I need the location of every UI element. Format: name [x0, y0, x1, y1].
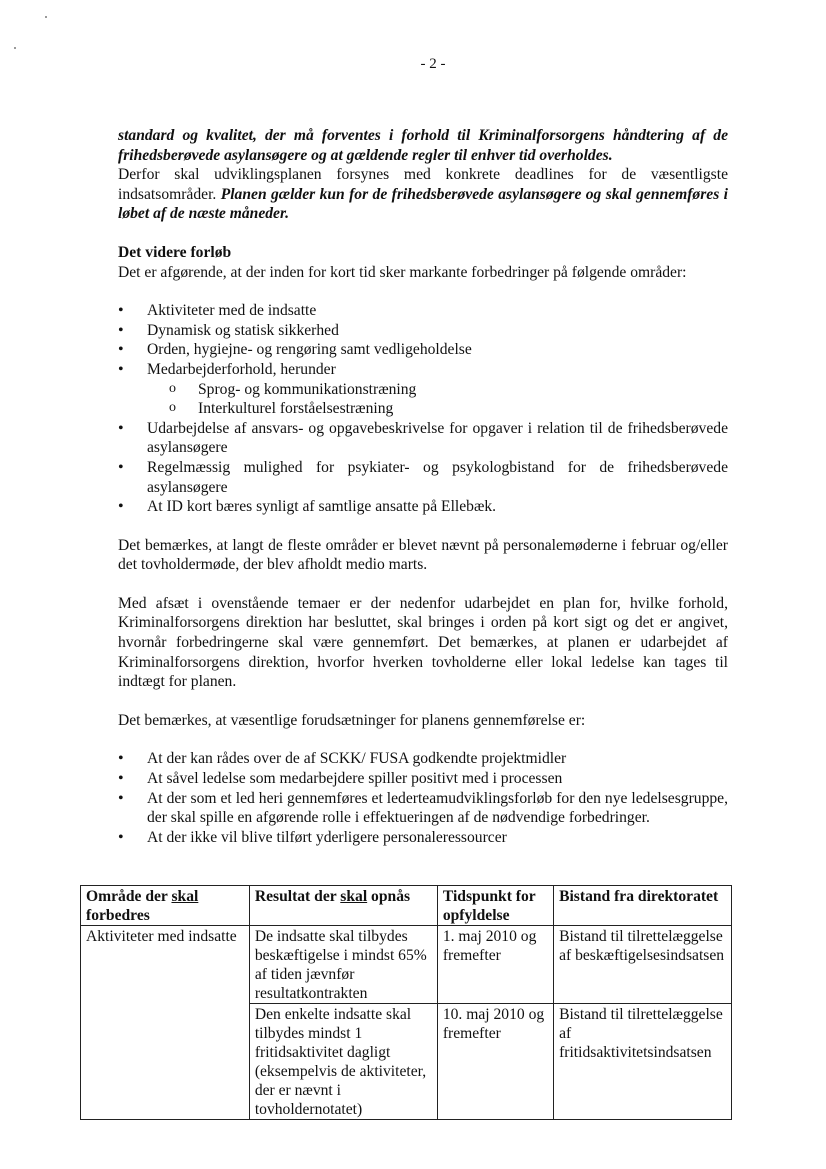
paragraph: Det bemærkes, at langt de fleste områder er blevet nævnt på personalemøderne i februar og/eller det tovholdermøde, der blev afholdt medio marts.: [118, 536, 728, 574]
improvement-areas-list: [118, 301, 728, 517]
header-underlined: skal: [171, 888, 199, 905]
prerequisites-list: [118, 749, 728, 847]
header-text: Område der: [86, 888, 172, 905]
table-row: [81, 926, 732, 1004]
header-text: forbedres: [86, 907, 150, 924]
list-item: • At der kan rådes over de af SCKK/ FUSA godkendte projektmidler: [118, 749, 728, 769]
plan-table: [80, 885, 732, 1120]
header-result: [249, 886, 437, 926]
cell-area: Aktiviteter med indsatte: [81, 926, 250, 1120]
intro-paragraph: [118, 126, 728, 224]
scan-speck: [45, 16, 47, 18]
document-body: [118, 126, 728, 847]
list-item: • Aktiviteter med de indsatte: [118, 301, 728, 321]
list-item: • Dynamisk og statisk sikkerhed: [118, 321, 728, 341]
header-text: opnås: [367, 888, 411, 905]
page-number: - 2 -: [420, 56, 446, 72]
list-item: • At der som et led heri gennemføres et lederteamudviklingsforløb for den nye ledelsesgruppe, der skal spille en afgørende rolle i effektueringen af de nødvendige forbedringer.: [118, 789, 728, 828]
header-underlined: skal: [340, 888, 368, 905]
list-item: • At såvel ledelse som medarbejdere spiller positivt med i processen: [118, 769, 728, 789]
cell-result: Den enkelte indsatte skal tilbydes mindst 1 fritidsaktivitet dagligt (eksempelvis de aktiviteter, der er nævnt i tovholdernotatet): [249, 1004, 437, 1120]
sub-list-item: o Sprog- og kommunikationstræning: [169, 380, 728, 400]
list-item: [118, 360, 728, 419]
list-item: • Orden, hygiejne- og rengøring samt vedligeholdelse: [118, 340, 728, 360]
paragraph: Det bemærkes, at væsentlige forudsætninger for planens gennemførelse er:: [118, 711, 586, 729]
list-item: • At der ikke vil blive tilført yderligere personaleressourcer: [118, 828, 728, 848]
intro-emphasis: standard og kvalitet, der må forventes i forhold til Kriminalforsorgens håndtering af de frihedsberøvede asylansøgere og at gældende regler til enhver tid overholdes.: [118, 127, 728, 164]
header-support: Bistand fra direktoratet: [554, 886, 732, 926]
table-header-row: [81, 886, 732, 926]
list-item: • Regelmæssig mulighed for psykiater- og psykologbistand for de frihedsberøvede asylansøgere: [118, 458, 728, 497]
cell-deadline: 1. maj 2010 og fremefter: [437, 926, 553, 1004]
list-item: • Udarbejdelse af ansvars- og opgavebeskrivelse for opgaver i relation til de frihedsberøvede asylansøgere: [118, 419, 728, 458]
list-item: • At ID kort bæres synligt af samtlige ansatte på Ellebæk.: [118, 497, 728, 517]
section-heading: Det videre forløb: [118, 243, 232, 261]
intro-text: Derfor skal udviklingsplanen forsynes med konkrete deadlines for de væsentligste indsatsområder.: [118, 166, 728, 203]
section-lead: Det er afgørende, at der inden for kort tid sker markante forbedringer på følgende områder:: [118, 263, 687, 281]
header-text: Resultat der: [254, 888, 341, 905]
header-deadline: Tidspunkt for opfyldelse: [437, 886, 553, 926]
list-item-label: Medarbejderforhold, herunder: [147, 360, 336, 378]
cell-support: Bistand til tilrettelæggelse af beskæftigelsesindsatsen: [554, 926, 732, 1004]
plan-scope-emphasis: Planen gælder kun for de frihedsberøvede asylansøgere og skal gennemføres i løbet af de næste måneder.: [118, 185, 728, 223]
cell-deadline: 10. maj 2010 og fremefter: [437, 1004, 553, 1120]
cell-support: Bistand til tilrettelæggelse af fritidsaktivitetsindsatsen: [554, 1004, 732, 1120]
paragraph: Med afsæt i ovenstående temaer er der nedenfor udarbejdet en plan for, hvilke forhold, Kriminalforsorgens direktion har besluttet, skal bringes i orden på kort sigt og det er angivet, hvornår forbedringerne skal være gennemført. Det bemærkes, at planen er udarbejdet af Kriminalforsorgens direktion, hvorfor hverken tovholderne eller lokal ledelse kan tages til indtægt for planen.: [118, 594, 728, 691]
header-area: [81, 886, 250, 926]
sub-list-item: o Interkulturel forståelsestræning: [169, 399, 728, 419]
sub-list: [147, 380, 728, 419]
scan-speck: [14, 47, 16, 49]
cell-result: De indsatte skal tilbydes beskæftigelse i mindst 65% af tiden jævnfør resultatkontrakten: [249, 926, 437, 1004]
